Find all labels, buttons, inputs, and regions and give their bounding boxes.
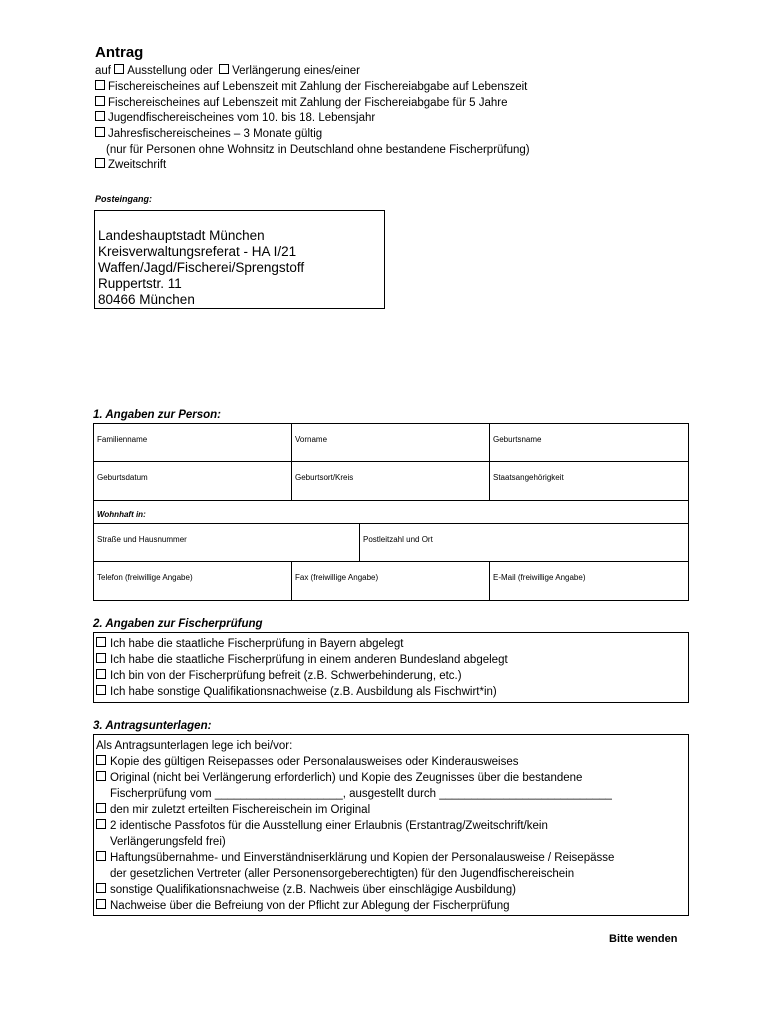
option-row <box>96 754 519 770</box>
checkbox-verlaengerung[interactable] <box>219 64 229 74</box>
option-row <box>96 898 510 914</box>
bitte-wenden-text: Bitte wenden <box>609 933 678 945</box>
address-line: Kreisverwaltungsreferat - HA I/21 <box>98 244 297 259</box>
option-row <box>96 636 403 652</box>
address-line: Ruppertstr. 11 <box>98 276 182 291</box>
field-strasse[interactable]: Straße und Hausnummer <box>93 523 360 562</box>
option-row <box>95 96 508 111</box>
option-label: Haftungsübernahme- und Einverständniserklärung und Kopien der Personalausweise / Reisepässe <box>110 852 615 864</box>
field-geburtsort[interactable]: Geburtsort/Kreis <box>291 461 490 501</box>
option-label: Original (nicht bei Verlängerung erforderlich) und Kopie des Zeugnisses über die bestandene <box>110 772 583 784</box>
option-label: Jugendfischereischeines vom 10. bis 18. Lebensjahr <box>108 112 376 124</box>
option-continuation: der gesetzlichen Vertreter (aller Personensorgeberechtigten) für den Jugendfischereischein <box>110 868 575 880</box>
section-2-title: 2. Angaben zur Fischerprüfung <box>93 618 263 630</box>
option-label: Nachweise über die Befreiung von der Pflicht zur Ablegung der Fischerprüfung <box>110 900 510 912</box>
option-label: Ich bin von der Fischerprüfung befreit (z.B. Schwerbehinderung, etc.) <box>110 670 462 682</box>
option-label: 2 identische Passfotos für die Ausstellung einer Erlaubnis (Erstantrag/Zweitschrift/kein <box>110 820 548 832</box>
option-row <box>95 127 322 142</box>
option-label: Zweitschrift <box>108 159 167 171</box>
option-label: Ich habe sonstige Qualifikationsnachweise (z.B. Ausbildung als Fischwirt*in) <box>110 686 497 698</box>
checkbox-ausstellung[interactable] <box>114 64 124 74</box>
field-telefon[interactable]: Telefon (freiwillige Angabe) <box>93 561 292 601</box>
option-row <box>96 850 614 866</box>
field-vorname[interactable]: Vorname <box>291 423 490 462</box>
unterlagen-intro: Als Antragsunterlagen lege ich bei/vor: <box>96 740 293 752</box>
address-line: Landeshauptstadt München <box>98 228 265 243</box>
field-familienname[interactable]: Familienname <box>93 423 292 462</box>
checkbox-kopie-ausweis[interactable] <box>96 755 106 765</box>
checkbox-sonstige-qualifikation[interactable] <box>96 685 106 695</box>
page-title: Antrag <box>95 44 144 61</box>
option-row <box>95 80 527 95</box>
option-row <box>96 818 548 834</box>
checkbox-befreit[interactable] <box>96 669 106 679</box>
posteingang-label: Posteingang: <box>95 194 153 204</box>
checkbox-lebenszeit-5-jahre[interactable] <box>95 96 105 106</box>
field-email[interactable]: E-Mail (freiwillige Angabe) <box>489 561 689 601</box>
option-row <box>95 158 166 173</box>
field-staatsangehoerigkeit[interactable]: Staatsangehörigkeit <box>489 461 689 501</box>
checkbox-fischereischein-original[interactable] <box>96 803 106 813</box>
option-label: den mir zuletzt erteilten Fischereischein im Original <box>110 804 371 816</box>
header-note: (nur für Personen ohne Wohnsitz in Deutschland ohne bestandene Fischerprüfung) <box>106 144 530 156</box>
option-row <box>96 882 516 898</box>
option-row <box>96 668 462 684</box>
option-continuation: Verlängerungsfeld frei) <box>110 836 226 848</box>
checkbox-lebenszeit-lebenszeit[interactable] <box>95 80 105 90</box>
checkbox-pruefung-bayern[interactable] <box>96 637 106 647</box>
option-verlaengerung: Verlängerung eines/einer <box>232 65 360 77</box>
option-label: sonstige Qualifikationsnachweise (z.B. Nachweis über einschlägige Ausbildung) <box>110 884 516 896</box>
field-geburtsname[interactable]: Geburtsname <box>489 423 689 462</box>
checkbox-sonstige-nachweise[interactable] <box>96 883 106 893</box>
checkbox-jahresfischereischein[interactable] <box>95 127 105 137</box>
option-ausstellung: Ausstellung oder <box>127 65 213 77</box>
checkbox-zeugnis[interactable] <box>96 771 106 781</box>
option-row <box>95 111 375 126</box>
field-fax[interactable]: Fax (freiwillige Angabe) <box>291 561 490 601</box>
option-row <box>96 770 582 786</box>
header-line-1 <box>95 64 360 79</box>
option-label: Fischereischeines auf Lebenszeit mit Zahlung der Fischereiabgabe für 5 Jahre <box>108 97 508 109</box>
address-line: 80466 München <box>98 292 195 307</box>
option-row <box>96 802 370 818</box>
field-plz-ort[interactable]: Postleitzahl und Ort <box>359 523 689 562</box>
prefix-text: auf <box>95 65 111 77</box>
option-label: Jahresfischereischeines – 3 Monate gültig <box>108 128 323 140</box>
section-3-title: 3. Antragsunterlagen: <box>93 720 212 732</box>
wohnhaft-label: Wohnhaft in: <box>93 500 689 524</box>
checkbox-jugendfischereischein[interactable] <box>95 111 105 121</box>
checkbox-pruefung-anderes-bundesland[interactable] <box>96 653 106 663</box>
checkbox-haftungsuebernahme[interactable] <box>96 851 106 861</box>
option-continuation: Fischerprüfung vom ____________________, ausgestellt durch ___________________________ <box>110 788 612 800</box>
option-label: Kopie des gültigen Reisepasses oder Personalausweises oder Kinderausweises <box>110 756 519 768</box>
option-label: Ich habe die staatliche Fischerprüfung in Bayern abgelegt <box>110 638 404 650</box>
section-1-title: 1. Angaben zur Person: <box>93 409 222 421</box>
checkbox-befreiung-nachweise[interactable] <box>96 899 106 909</box>
address-line: Waffen/Jagd/Fischerei/Sprengstoff <box>98 260 305 275</box>
option-label: Fischereischeines auf Lebenszeit mit Zahlung der Fischereiabgabe auf Lebenszeit <box>108 81 528 93</box>
field-geburtsdatum[interactable]: Geburtsdatum <box>93 461 292 501</box>
address-box <box>94 210 385 309</box>
option-row <box>96 652 508 668</box>
option-row <box>96 684 497 700</box>
checkbox-passfotos[interactable] <box>96 819 106 829</box>
checkbox-zweitschrift[interactable] <box>95 158 105 168</box>
option-label: Ich habe die staatliche Fischerprüfung in einem anderen Bundesland abgelegt <box>110 654 508 666</box>
